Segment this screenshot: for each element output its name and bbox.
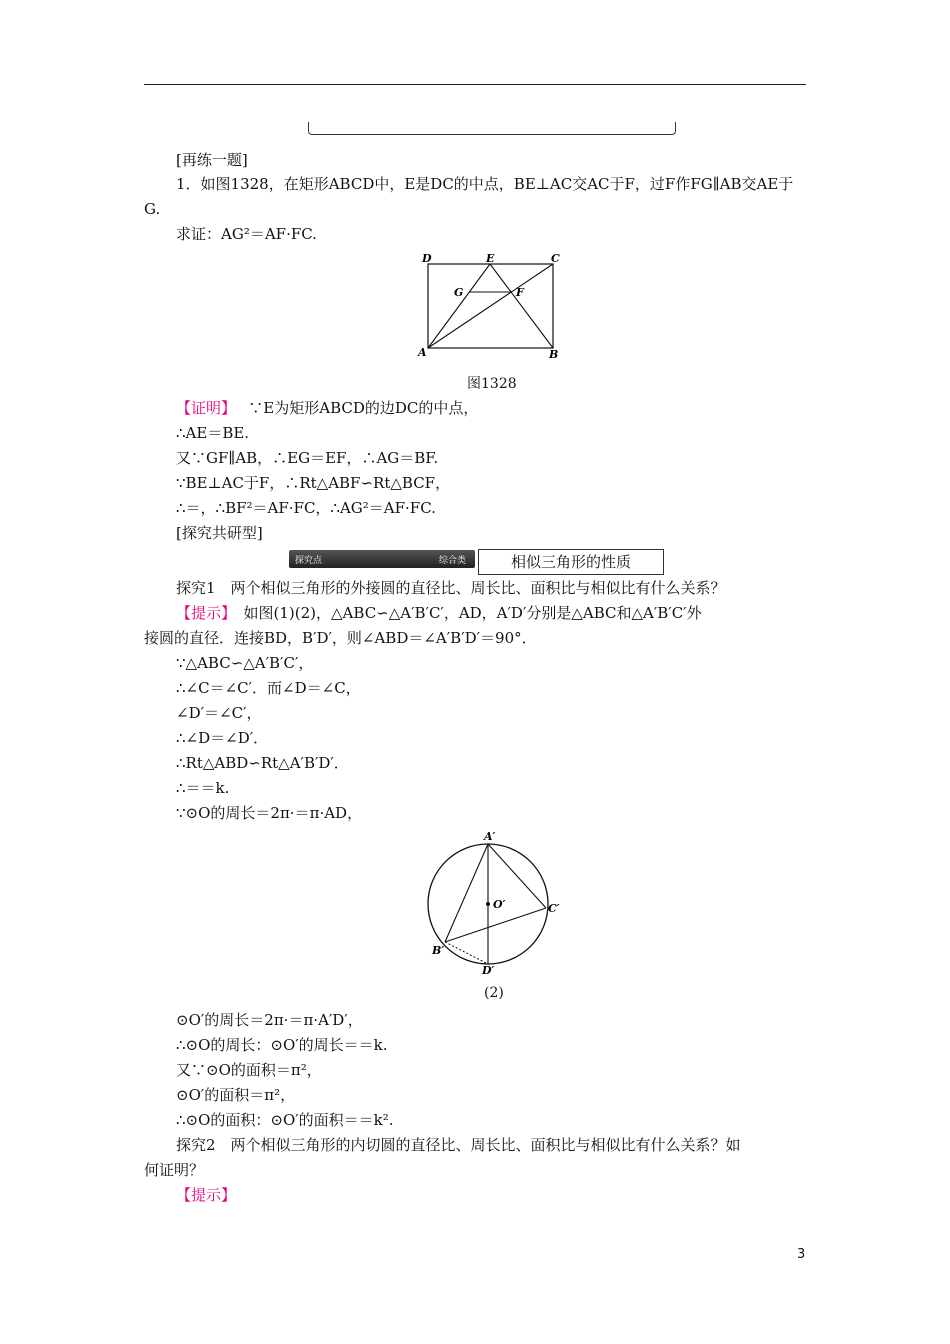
explore1-hint-line-1 [176,603,702,623]
proof-text-1: ∵E为矩形ABCD的边DC的中点， [248,399,479,417]
explore1-line-6: ∴＝＝k. [176,779,230,797]
explore1-cont-line-1: ⊙O′的周长＝2π·＝π·A′D′， [176,1011,363,1029]
explore1-line-4: ∴∠D＝∠D′． [176,729,269,747]
problem-line-3: 求证：AG²＝AF·FC. [176,225,317,243]
label-a: A [418,346,427,359]
hint-tag: 【提示】 [176,604,229,622]
banner-title: 相似三角形的性质 [478,549,664,575]
label-c-prime: C′ [548,902,560,915]
explore1-question: 探究1 两个相似三角形的外接圆的直径比、周长比、面积比与相似比有什么关系？ [176,579,726,597]
explore1-line-3: ∠D′＝∠C′， [176,704,262,722]
proof-line-2: ∴AE＝BE. [176,424,250,442]
answer-bracket [308,122,676,135]
rectangle-figure [412,250,572,362]
page-number: 3 [797,1247,806,1262]
explore2-question-line-1: 探究2 两个相似三角形的内切圆的直径比、周长比、面积比与相似比有什么关系？如 [176,1136,741,1154]
label-b-prime: B′ [432,944,445,957]
retry-heading: [再练一题] [176,151,248,169]
label-g: G [454,286,464,299]
section-banner [289,550,475,568]
problem-line-1: 1．如图1328，在矩形ABCD中，E是DC的中点，BE⊥AC交AC于F，过F作FG∥AB交AE于 [176,175,794,193]
explore2-question-line-2: 何证明？ [144,1161,205,1179]
figure1-caption: 图1328 [467,376,517,392]
explore1-line-2: ∴∠C＝∠C′．而∠D＝∠C， [176,679,361,697]
label-b: B [549,348,559,361]
explore1-hint-line-2: 接圆的直径．连接BD，B′D′，则∠ABD＝∠A′B′D′＝90°． [144,629,537,647]
explore1-cont-line-3: 又∵⊙O的面积＝π²， [176,1061,322,1079]
explore1-cont-line-5: ∴⊙O的面积：⊙O′的面积＝＝k². [176,1111,394,1129]
label-d: D [422,252,432,265]
hint-text-1: 如图(1)(2)，△ABC∽△A′B′C′，AD，A′D′分别是△ABC和△A′B′C′外 [243,604,702,622]
label-f: F [516,286,524,299]
label-d-prime: D′ [482,964,495,976]
banner-left-label: 探究点 [295,556,323,566]
label-a-prime: A′ [484,830,496,843]
proof-line-3: 又∵GF∥AB，∴EG＝EF，∴AG＝BF. [176,449,439,467]
explore1-line-1: ∵△ABC∽△A′B′C′， [176,654,314,672]
label-o-prime: O′ [493,898,506,911]
section-title: [探究共研型] [176,524,263,542]
header-rule [144,84,806,85]
proof-line-1 [176,398,478,418]
problem-line-2: G. [144,200,161,218]
label-c: C [551,252,560,265]
banner-mid-label: 综合类 [439,556,467,566]
figure2-caption: (2) [484,985,504,1001]
proof-tag: 【证明】 [176,399,229,417]
label-e: E [486,252,495,265]
explore2-hint-tag: 【提示】 [176,1186,237,1204]
proof-line-4: ∵BE⊥AC于F，∴Rt△ABF∽Rt△BCF， [176,474,451,492]
explore1-line-5: ∴Rt△ABD∽Rt△A′B′D′． [176,754,349,772]
proof-line-5: ∴＝，∴BF²＝AF·FC，∴AG²＝AF·FC. [176,499,436,517]
explore1-cont-line-4: ⊙O′的面积＝π²， [176,1086,296,1104]
explore1-line-7: ∵⊙O的周长＝2π·＝π·AD， [176,804,363,822]
explore1-cont-line-2: ∴⊙O的周长：⊙O′的周长＝＝k. [176,1036,388,1054]
circle-figure [420,826,570,976]
